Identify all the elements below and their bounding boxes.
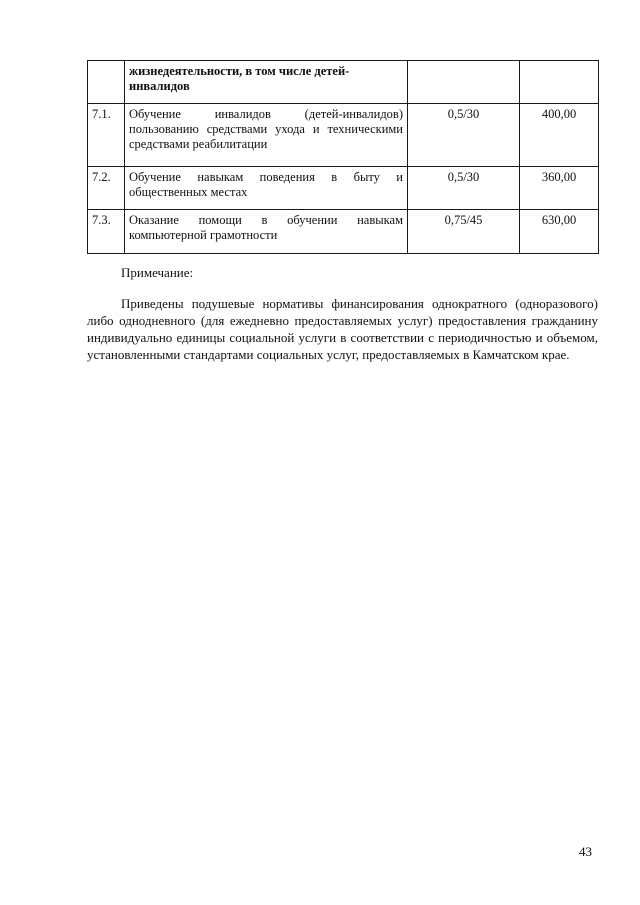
norm-cell: 0,5/30 xyxy=(408,104,520,167)
service-name-line: Обучение инвалидов (детей-инвалидов) xyxy=(129,107,403,121)
cost-cell xyxy=(520,61,599,104)
service-name-line: компьютерной грамотности xyxy=(129,228,278,242)
note-label: Примечание: xyxy=(121,265,194,280)
service-name-cell xyxy=(125,210,408,254)
cost-cell: 360,00 xyxy=(520,167,599,210)
row-number-cell: 7.1. xyxy=(88,104,125,167)
row-number-cell: 7.2. xyxy=(88,167,125,210)
cost-cell: 630,00 xyxy=(520,210,599,254)
service-name-line: Обучение навыкам поведения в быту и xyxy=(129,170,403,184)
service-name-cell xyxy=(125,167,408,210)
section-heading-cell: жизнедеятельности, в том числе детей-инвалидов xyxy=(125,61,408,104)
service-name-line: общественных местах xyxy=(129,185,248,199)
cost-cell: 400,00 xyxy=(520,104,599,167)
service-name-cell xyxy=(125,104,408,167)
note-paragraph: Приведены подушевые нормативы финансирования однократного (одноразового) либо однодневного (для ежедневно предоставляемых услуг) предоставления гражданину индивидуально единицы социальной услуги в соответствии с периодичностью и объемом, установленными стандартами социальных услуг, предоставляемых в Камчатском крае. xyxy=(87,296,598,362)
service-name-line: Оказание помощи в обучении навыкам xyxy=(129,213,403,227)
table-row xyxy=(88,167,599,210)
norm-cell xyxy=(408,61,520,104)
norm-cell: 0,5/30 xyxy=(408,167,520,210)
service-name-line: пользованию средствами ухода и техническими xyxy=(129,122,403,136)
table-row xyxy=(88,210,599,254)
services-table xyxy=(87,60,599,254)
norm-cell: 0,75/45 xyxy=(408,210,520,254)
table-row xyxy=(88,61,599,104)
row-number-cell: 7.3. xyxy=(88,210,125,254)
page-number: 43 xyxy=(579,844,592,859)
table-row xyxy=(88,104,599,167)
row-number-cell xyxy=(88,61,125,104)
service-name-line: средствами реабилитации xyxy=(129,137,268,151)
